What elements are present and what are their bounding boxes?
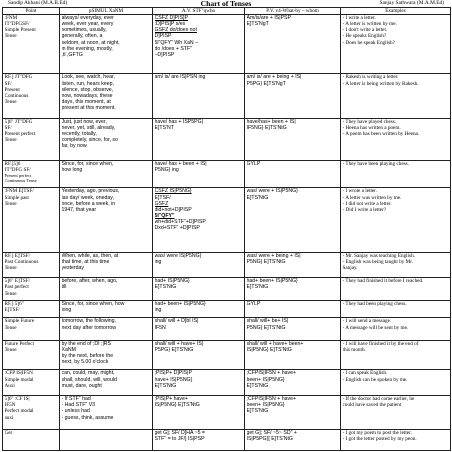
- tense-row: [3, 74, 451, 118]
- active-voice-line: do /does + STF": [154, 45, 192, 52]
- passive-voice-line: had+ been+ IS|P5NG}: [246, 278, 298, 285]
- examples-line: - A message will be sent by me.: [342, 324, 409, 331]
- active-voice-line: P5NG} ing: [154, 166, 179, 173]
- examples-cell: [341, 300, 451, 317]
- passive-voice-line: ;CFPIS|IF5N + have+: [246, 396, 296, 403]
- examples-line: could have saved the patient: [342, 402, 402, 409]
- passive-voice-line: E]TS'NtG: [246, 382, 269, 389]
- usage-line: before, after, when, ago,: [61, 278, 118, 285]
- usage-line: las day/ week, oneday,: [61, 194, 114, 201]
- tense-row: [3, 278, 451, 301]
- usage-cell: [60, 429, 153, 450]
- active-voice-cell: [153, 429, 245, 450]
- active-voice-line: Dxd+STF" +D]PISP: [154, 225, 200, 232]
- active-voice-line: E]TS'NtG: [154, 382, 177, 389]
- column-header-usage: pSIMUL XaNM: [60, 8, 153, 15]
- usage-line: - Had STF" V3: [61, 402, 96, 409]
- examples-cell: [341, 318, 451, 340]
- active-voice-line: have/ has + been + IS|: [154, 160, 207, 167]
- active-voice-line: GSFZ: [154, 200, 169, 207]
- usage-cell: [60, 74, 153, 118]
- passive-voice-line: IF5NG} E]TS'NtG: [246, 124, 287, 131]
- examples-cell: [341, 340, 451, 370]
- usage-cell: [60, 15, 153, 74]
- usage-cell: [60, 160, 153, 188]
- usage-line: by the next, before the: [61, 352, 114, 359]
- chart-header: [2, 0, 450, 7]
- active-voice-cell: [153, 160, 245, 188]
- usage-cell: [60, 318, 153, 340]
- active-voice-cell: [153, 300, 245, 317]
- passive-voice-line: E]TS'NgT: [246, 21, 269, 28]
- usage-line: that time, at this time: [61, 258, 110, 265]
- passive-voice-cell: [245, 318, 341, 340]
- point-line: RF.]5]6: [4, 160, 21, 167]
- usage-line: ,tl ,GFTG: [61, 51, 83, 58]
- point-line: JT"DFG SF/: [4, 166, 31, 173]
- active-voice-line: CSFZ IS|P5NG}: [154, 188, 192, 195]
- passive-voice-line: P5PG} E]TS'NgT: [246, 80, 286, 87]
- column-header-passive-voice: P.V. v4-What-by – whom: [245, 8, 341, 15]
- point-line: Tense: [4, 290, 17, 297]
- point-cell: [3, 396, 60, 430]
- passive-voice-cell: [245, 278, 341, 301]
- right-author-note: Sanjay Sathwara (M.A.M.Ed): [379, 0, 444, 6]
- active-voice-line: get G]; SF/ D]HA ~5 =: [154, 429, 205, 436]
- examples-line: - Mr. Sanjay was teaching English.: [342, 252, 415, 259]
- usage-line: next, by 5.00 o'clock: [61, 359, 109, 366]
- passive-voice-line: shall/ will+ be+ IS|: [246, 318, 289, 325]
- passive-voice-cell: [245, 188, 341, 252]
- passive-voice-line: IS|P5PG}[ E]TS'NtG: [246, 436, 293, 443]
- usage-cell: [60, 396, 153, 430]
- point-line: Tense: [4, 264, 17, 271]
- usage-line: Just, just now, ever,: [61, 118, 107, 125]
- point-cell: [3, 340, 60, 370]
- usage-line: listen, run, hears keep,: [61, 80, 114, 87]
- usage-line: far, by now: [61, 143, 87, 150]
- passive-voice-line: am/ is/ are + being + IS|: [246, 74, 302, 81]
- usage-line: Look, see, watch, hear,: [61, 74, 115, 81]
- passive-voice-line: been+ IS|P5NG}: [246, 376, 285, 383]
- tense-row: [3, 429, 451, 450]
- tense-row: [3, 318, 451, 340]
- point-line: auxi: [4, 414, 14, 421]
- point-line: Auxi: [4, 382, 15, 389]
- column-header-point: Point: [3, 8, 60, 15]
- passive-voice-cell: [245, 74, 341, 118]
- usage-line: how long: [61, 166, 83, 173]
- examples-line: this month.: [342, 346, 366, 353]
- examples-cell: [341, 396, 451, 430]
- point-line: Simple past: [4, 194, 29, 201]
- active-voice-line: ;PIS|P+ D]PIS|P: [154, 370, 192, 377]
- tense-row: [3, 370, 451, 396]
- usage-line: next day after tomorrow: [61, 324, 116, 331]
- point-line: Present perfect: [4, 131, 36, 138]
- passive-voice-cell: [245, 340, 341, 370]
- examples-line: - I will have finished it by the end of: [342, 340, 419, 347]
- examples-line: - Does he speak English?: [342, 39, 395, 46]
- point-cell: [3, 74, 60, 118]
- active-voice-line: wh+did+STF"+D]PISP: [154, 219, 206, 226]
- examples-line: - A letter is written by me.: [342, 21, 397, 28]
- examples-line: Sanjay.: [342, 264, 358, 271]
- point-cell: [3, 15, 60, 74]
- usage-line: tomorrow, the following,: [61, 318, 116, 325]
- tense-row: [3, 15, 451, 74]
- examples-line: - A letter was written by me.: [342, 194, 402, 201]
- passive-voice-line: was/ were + being + IS|: [246, 252, 301, 259]
- usage-cell: [60, 188, 153, 252]
- active-voice-line: P5PG} E]TS'NtG: [154, 346, 194, 353]
- examples-line: - They had finished it before I reached.: [342, 278, 424, 285]
- point-line: Future Perfect: [4, 340, 35, 347]
- active-voice-cell: [153, 15, 245, 74]
- active-voice-cell: [153, 370, 245, 396]
- active-voice-cell: [153, 318, 245, 340]
- passive-voice-line: been+ IS|P5NG}: [246, 402, 285, 409]
- passive-voice-line: Am/is/are + IS|PSP: [246, 15, 291, 21]
- passive-voice-line: was/ were + IS|P5NG}: [246, 188, 298, 195]
- point-line: 5]6" :CF IS|: [4, 396, 30, 403]
- usage-line: sometimes, usually,: [61, 27, 107, 34]
- passive-voice-line: have/has+ been + IS|: [246, 118, 296, 125]
- examples-line: - I got my poem to post the letter.: [342, 429, 412, 436]
- usage-cell: [60, 340, 153, 370]
- usage-cell: [60, 118, 153, 160]
- point-line: 5]6" JT"DFG: [4, 118, 33, 125]
- point-cell: [3, 188, 60, 252]
- point-line: Simple Future: [4, 318, 35, 325]
- point-line: RF.] E]TSF/: [4, 252, 31, 259]
- column-header-examples: Examples: [341, 8, 451, 15]
- tense-row: [3, 160, 451, 188]
- active-voice-cell: [153, 188, 245, 252]
- point-line: Simple modal: [4, 376, 34, 383]
- tense-row: [3, 396, 451, 430]
- point-cell: [3, 370, 60, 396]
- examples-line: - I wrote a letter.: [342, 188, 377, 195]
- usage-line: When, while, as, then, at: [61, 252, 119, 259]
- left-author-note: Sandip Akhani (M.A.B.Ed): [8, 0, 68, 6]
- usage-cell: [60, 252, 153, 278]
- usage-cell: [60, 300, 153, 317]
- point-line: SF/: [4, 124, 12, 131]
- examples-line: - I don't write a letter.: [342, 27, 388, 34]
- point-cell: [3, 252, 60, 278]
- point-line: Tense: [4, 33, 17, 40]
- usage-line: till: [61, 284, 67, 291]
- point-cell: [3, 318, 60, 340]
- active-voice-line: E]TS'NtG: [154, 284, 177, 291]
- usage-line: - If STF" had: [61, 396, 91, 403]
- point-line: Tense: [4, 137, 17, 144]
- examples-line: - Did I write a letter?: [342, 206, 387, 213]
- active-voice-cell: [153, 396, 245, 430]
- active-voice-line: had+ been+ IS|P5NG}: [154, 300, 206, 307]
- active-voice-line: CSFZ D]PIS]P: [154, 15, 188, 21]
- point-line: Get: [4, 429, 12, 436]
- tenses-chart-table: [2, 7, 451, 451]
- examples-line: - English was being taught by Mr.: [342, 258, 413, 265]
- point-line: Present perfect: [4, 173, 32, 179]
- active-voice-line: have/ has + ISP5PG|: [154, 118, 203, 125]
- point-cell: [3, 429, 60, 450]
- active-voice-line: ing: [154, 307, 162, 314]
- active-voice-line: GSFZ do/does not: [154, 27, 197, 34]
- passive-voice-line: shall/ will + have+ been+: [246, 340, 304, 347]
- tense-row: [3, 300, 451, 317]
- active-voice-line: shall/ will + D]bI IS|: [154, 318, 199, 325]
- header-row: [3, 8, 451, 15]
- examples-line: - Heena has written a poem.: [342, 124, 401, 131]
- point-line: E]TSF/: [4, 307, 20, 314]
- usage-line: Since, for, since when, how: [61, 300, 125, 307]
- usage-line: - guess, think, assume: [61, 414, 114, 421]
- tense-row: [3, 118, 451, 160]
- point-line: Perfect modal: [4, 408, 34, 415]
- usage-line: 1947, that year: [61, 206, 97, 213]
- examples-line: - I will send a message.: [342, 318, 392, 325]
- examples-line: - A letter is being written by Rakesh.: [342, 80, 419, 87]
- passive-voice-line: E]TS'NtG: [246, 194, 269, 201]
- active-voice-line: had+ IS|P5NG}: [154, 278, 190, 285]
- passive-voice-cell: [245, 118, 341, 160]
- column-header-active-voice: A.V. STF"qwho: [153, 8, 245, 15]
- active-voice-line: E]TS'NT: [154, 124, 174, 131]
- usage-line: generally, often, a: [61, 33, 103, 40]
- active-voice-line: am/ is/ are IS|PSN ing: [154, 74, 206, 81]
- examples-line: - English can be spoken by me.: [342, 376, 408, 383]
- examples-cell: [341, 118, 451, 160]
- active-voice-line: was/ were IS|P5NG}: [154, 252, 202, 259]
- point-cell: [3, 278, 60, 301]
- passive-voice-cell: [245, 160, 341, 188]
- point-line: Present: [4, 86, 20, 93]
- active-voice-cell: [153, 252, 245, 278]
- active-voice-line: E]TSF/: [154, 194, 171, 201]
- passive-voice-line: E]TS'NtG: [246, 284, 269, 291]
- examples-cell: [341, 370, 451, 396]
- passive-voice-cell: [245, 370, 341, 396]
- point-line: 5]6" E]TSF/: [4, 278, 31, 285]
- point-line: Past perfect: [4, 284, 29, 291]
- passive-voice-line: E]TS'NtG: [246, 408, 269, 415]
- passive-voice-line: P5NG} E]TS'NtG: [246, 324, 286, 331]
- examples-cell: [341, 160, 451, 188]
- point-cell: [3, 160, 60, 188]
- point-line: :FNM E]TSF/: [4, 188, 34, 195]
- passive-voice-line: ;CFPIS|IF5N + have+: [246, 370, 296, 377]
- active-voice-cell: [153, 340, 245, 370]
- examples-line: - I did not write a letter.: [342, 200, 392, 207]
- passive-voice-cell: [245, 396, 341, 430]
- examples-line: - A poem has been written by Heena.: [342, 131, 420, 138]
- point-line: Continuous Tense: [4, 178, 37, 184]
- usage-line: long: [61, 307, 72, 314]
- active-voice-line: shall/ will + have+ IS|: [154, 340, 204, 347]
- examples-line: - If the doctor had come earlier, he: [342, 396, 415, 403]
- examples-line: - I can speak English.: [342, 370, 388, 377]
- usage-line: must, dare, ought: [61, 382, 102, 389]
- point-line: Simple Present: [4, 27, 36, 34]
- point-line: Tense: [4, 346, 17, 353]
- tense-row: [3, 340, 451, 370]
- usage-line: - unless had: [61, 408, 90, 415]
- point-line: SF/: [4, 80, 12, 87]
- active-voice-line: IF5N: [154, 324, 166, 331]
- usage-line: never, yet, still, already,: [61, 124, 116, 131]
- examples-cell: [341, 74, 451, 118]
- point-line: :CFP IS|IF5N: [4, 370, 33, 377]
- point-cell: [3, 118, 60, 160]
- examples-cell: [341, 15, 451, 74]
- usage-line: can, could, may, might,: [61, 370, 115, 377]
- passive-voice-cell: [245, 300, 341, 317]
- point-line: IF5N: [4, 402, 16, 409]
- usage-line: shall, should, will, would: [61, 376, 117, 383]
- usage-line: always/ everyday, ever: [61, 15, 114, 21]
- active-voice-line: ing: [154, 258, 162, 265]
- examples-line: - They have been playing chess.: [342, 160, 409, 167]
- usage-line: present at this moment.: [61, 105, 116, 112]
- passive-voice-line: GYLP: [246, 160, 261, 167]
- passive-voice-cell: [245, 429, 341, 450]
- usage-line: silence, stop, observe,: [61, 86, 114, 93]
- examples-cell: [341, 188, 451, 252]
- usage-line: Since, for, since when,: [61, 160, 114, 167]
- passive-voice-line: GYLP: [246, 300, 261, 307]
- active-voice-line: :D]PIS]P s/es: [154, 21, 186, 28]
- examples-line: - They have played chess.: [342, 118, 397, 125]
- active-voice-cell: [153, 118, 245, 160]
- active-voice-line: IS|P5NG} E]TS'NtG: [154, 402, 200, 409]
- passive-voice-line: P5NG} E]TS'NtG: [246, 258, 286, 265]
- usage-line: by the end of ;DI ;|RS: [61, 340, 112, 347]
- passive-voice-line: IS|P5NG} E]TS'NtG: [246, 346, 292, 353]
- point-cell: [3, 300, 60, 317]
- examples-line: - He speaks English?: [342, 33, 387, 40]
- usage-line: XaNM: [61, 346, 76, 353]
- examples-line: - They had been playing chess.: [342, 300, 407, 307]
- usage-cell: [60, 370, 153, 396]
- usage-line: once, before a week, in: [61, 200, 116, 207]
- tense-row: [3, 188, 451, 252]
- usage-line: Yesterday, ago, previous,: [61, 188, 120, 195]
- usage-line: yesterday: [61, 264, 84, 271]
- point-line: Past Continuous: [4, 258, 39, 265]
- active-voice-line: 5l"QFY": [154, 213, 175, 220]
- passive-voice-line: get G]; SF/ ~5~ SD" +: [246, 429, 297, 436]
- point-line: Continuous: [4, 92, 29, 99]
- point-line: Tense: [4, 324, 17, 331]
- usage-line: seldom, at noon, at night,: [61, 39, 120, 46]
- point-line: Tense: [4, 200, 17, 207]
- chart-title: Chart of Tenses: [200, 0, 252, 8]
- usage-line: week, ever year, every: [61, 21, 114, 28]
- point-line: JT"DFGSF/: [4, 21, 30, 28]
- usage-line: completely, since, for, so: [61, 137, 118, 144]
- usage-line: in the evening, mostly,: [61, 45, 113, 52]
- examples-line: - Rakesh is writing a letter.: [342, 74, 399, 81]
- examples-cell: [341, 429, 451, 450]
- active-voice-cell: [153, 74, 245, 118]
- active-voice-line: D]PISP: [154, 33, 172, 40]
- tense-row: [3, 252, 451, 278]
- usage-cell: [60, 278, 153, 301]
- point-line: :FNM: [4, 15, 18, 21]
- active-voice-line: STF" = to JF/] IS|PSP: [154, 436, 205, 443]
- point-line: RF.] 5]6": [4, 300, 24, 307]
- passive-voice-cell: [245, 252, 341, 278]
- active-voice-line: have+ IS|P5NG}: [154, 376, 193, 383]
- point-line: RF.] JT"DFG: [4, 74, 33, 81]
- active-voice-cell: [153, 278, 245, 301]
- examples-cell: [341, 278, 451, 301]
- usage-line: recently, totally,: [61, 131, 97, 138]
- usage-line: now, nowadays, these: [61, 92, 113, 99]
- active-voice-line: ;PIS|P+ have+: [154, 396, 188, 403]
- active-voice-line: did+not+D]PISP: [154, 206, 192, 213]
- point-line: Tense: [4, 99, 17, 106]
- usage-line: days, this moment, at: [61, 99, 111, 106]
- examples-line: - I got the letter posted by my peon.: [342, 436, 417, 443]
- examples-line: - I write a letter.: [342, 15, 376, 21]
- passive-voice-cell: [245, 15, 341, 74]
- examples-cell: [341, 252, 451, 278]
- active-voice-line: –D]PISP: [154, 51, 175, 58]
- active-voice-line: 5l"QFY" Wh XaN –: [154, 39, 198, 46]
